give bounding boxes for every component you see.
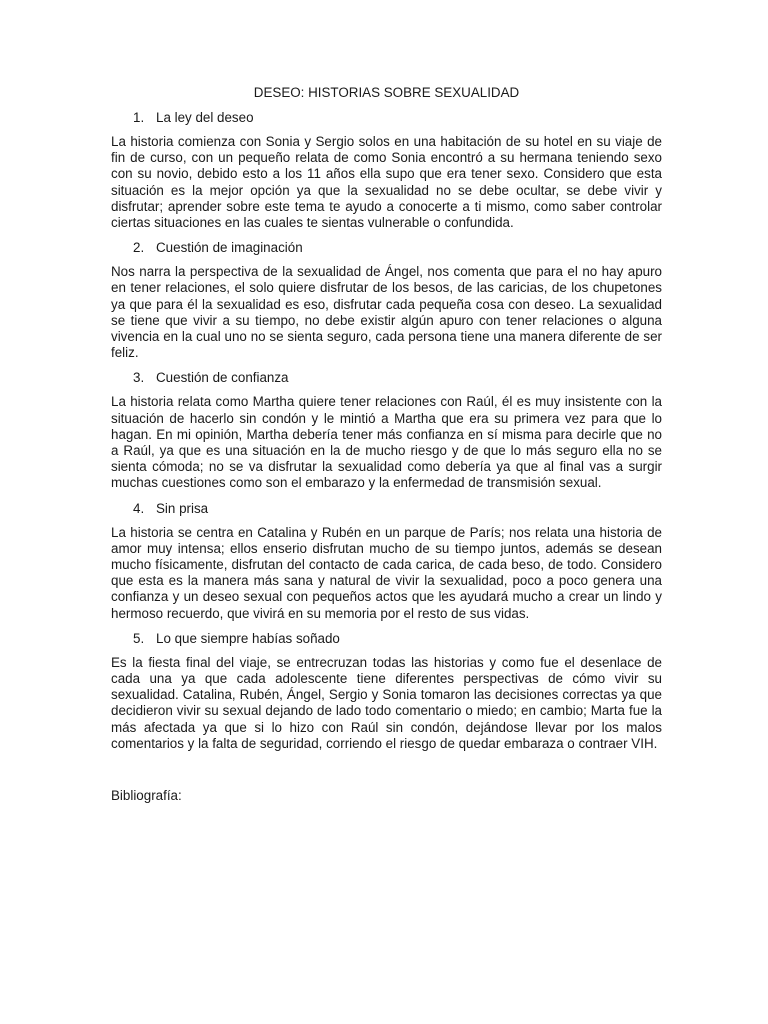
section-heading-2 (111, 239, 662, 256)
section-title: Cuestión de imaginación (156, 240, 303, 256)
section-paragraph-5: Es la fiesta final del viaje, se entrecruzan todas las historias y como fue el desenlace de cada una ya que cada adolescente tiene diferentes perspectivas de cómo vivir su sexualidad. Catalina, Rubén, Ángel, Sergio y Sonia tomaron las decisiones correctas ya que decidieron vivir su sexual dejando de lado todo comentario o miedo; en cambio; Marta fue la más afectada ya que si lo hizo con Raúl sin condón, dejándose llevar por los malos comentarios y la falta de seguridad, corriendo el riesgo de quedar embaraza o contraer VIH. (111, 654, 662, 751)
section-number: 1. (133, 110, 145, 125)
section-title: Sin prisa (156, 500, 209, 516)
section-title: Lo que siempre habías soñado (156, 630, 340, 646)
section-heading-3 (111, 369, 662, 386)
section-paragraph-1: La historia comienza con Sonia y Sergio solos en una habitación de su hotel en su viaje de fin de curso, con un pequeño relata de como Sonia encontró a su hermana teniendo sexo con su novio, debido esto a los 11 años ella supo que era tener sexo. Considero que esta situación es la mejor opción ya que la sexualidad no se debe ocultar, se debe vivir y disfrutar; aprender sobre este tema te ayudo a conocerte a ti mismo, como saber controlar ciertas situaciones en las cuales te sientas vulnerable o confundida. (111, 134, 662, 231)
section-number: 5. (133, 630, 145, 646)
section-number: 2. (133, 240, 145, 256)
section-heading-1 (111, 109, 662, 126)
section-paragraph-4: La historia se centra en Catalina y Rubén en un parque de París; nos relata una historia de amor muy intensa; ellos enserio disfrutan mucho de su tiempo juntos, además se desean mucho físicamente, disfrutan del contacto de cada carica, de cada beso, de todo. Considero que esta es la manera más sana y natural de vivir la sexualidad, poco a poco genera una confianza y un deseo sexual con pequeños actos que les ayudará mucho a crear un lindo y hermoso recuerdo, que vivirá en su memoria por el resto de sus vidas. (111, 524, 662, 621)
section-heading-4 (111, 500, 662, 517)
section-title: La ley del deseo (156, 110, 254, 125)
section-number: 3. (133, 370, 145, 386)
section-number: 4. (133, 500, 145, 516)
section-heading-5 (111, 630, 662, 647)
section-paragraph-3: La historia relata como Martha quiere tener relaciones con Raúl, él es muy insistente con la situación de hacerlo sin condón y le mintió a Martha que era su primera vez para que lo hagan. En mi opinión, Martha debería tener más confianza en sí misma para decirle que no a Raúl, ya que es una situación en la de mucho riesgo y de que lo más seguro ella no se sienta cómoda; no se va disfrutar la sexualidad como debería ya que al final vas a surgir muchas cuestiones como son el embarazo y la enfermedad de transmisión sexual. (111, 394, 662, 491)
document-title: DESEO: HISTORIAS SOBRE SEXUALIDAD (253, 85, 520, 100)
section-paragraph-2: Nos narra la perspectiva de la sexualidad de Ángel, nos comenta que para el no hay apuro en tener relaciones, el solo quiere disfrutar de los besos, de las caricias, de los chupetones ya que para él la sexualidad es eso, disfrutar cada pequeña cosa con deseo. La sexualidad se tiene que vivir a su tiempo, no debe existir algún apuro con tener relaciones o alguna vivencia en la cual uno no se sienta seguro, cada persona tiene una manera diferente de ser feliz. (111, 264, 662, 361)
section-title: Cuestión de confianza (156, 370, 289, 386)
bibliography-label: Bibliografía: (111, 788, 182, 804)
